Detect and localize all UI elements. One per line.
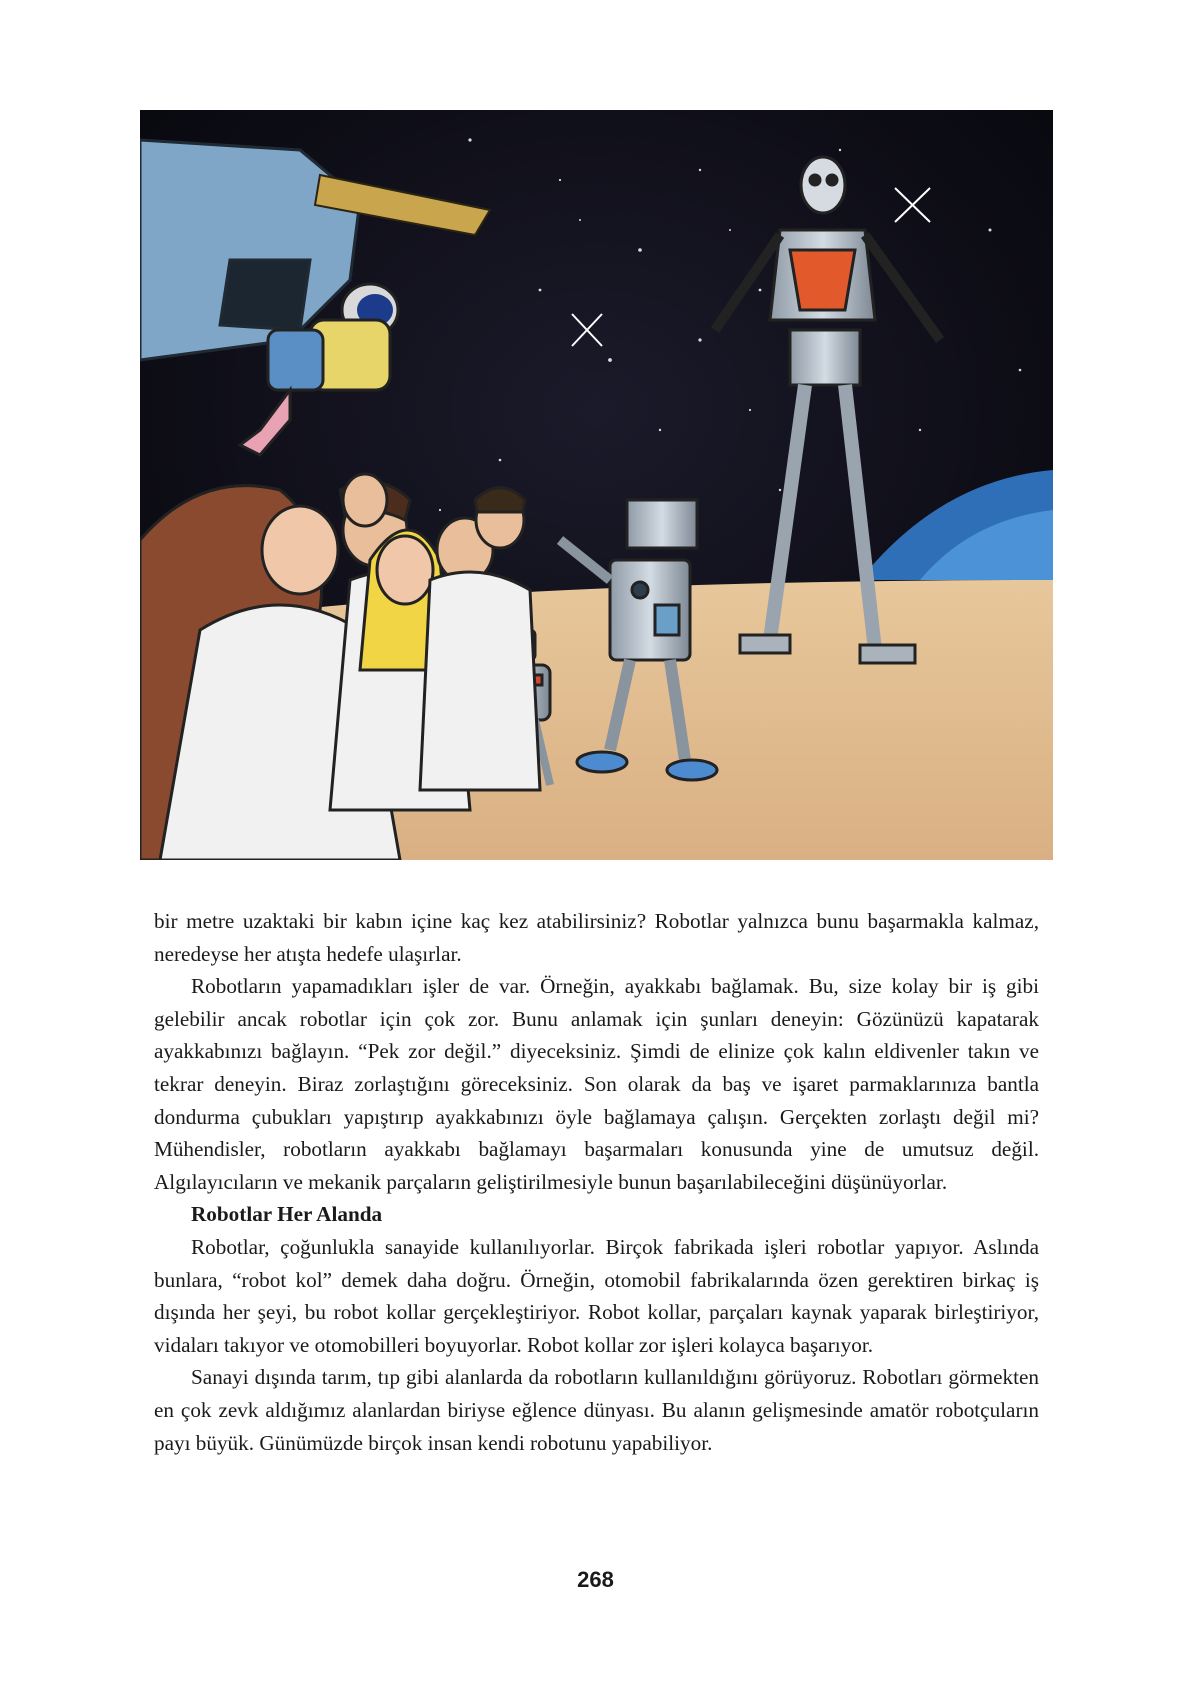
body-text <box>154 905 1039 1459</box>
paragraph-3: Robotlar, çoğunlukla sanayide kullanılıyorlar. Birçok fabrikada işleri robotlar yapıyor. Aslında bunlara, “robot kol” demek daha doğru. Örneğin, otomobil fabrikalarında özen gerektiren birkaç iş dışında her şeyi, bu robot kollar gerçekleştiriyor. Robot kollar, parçaları kaynak yaparak birleştiriyor, vidaları takıyor ve otomobilleri boyuyorlar. Robot kollar zor işleri kolayca başarıyor. <box>154 1234 1039 1357</box>
page-number: 268 <box>577 1567 614 1592</box>
paragraph-1: bir metre uzaktaki bir kabın içine kaç kez atabilirsiniz? Robotlar yalnızca bunu başarmakla kalmaz, neredeyse her atışta hedefe ulaşırlar. <box>154 909 1039 966</box>
paragraph-4: Sanayi dışında tarım, tıp gibi alanlarda da robotların kullanıldığını görüyoruz. Robotları görmekten en çok zevk aldığımız alanlardan biriyse eğlence dünyası. Bu alanın gelişmesinde amatör robotçuların payı büyük. Günümüzde birçok insan kendi robotunu yapabiliyor. <box>154 1365 1039 1455</box>
space-robots-illustration <box>140 110 1053 860</box>
section-heading: Robotlar Her Alanda <box>191 1202 383 1227</box>
space-robots-illustration-icon <box>140 110 1053 860</box>
paragraph-2: Robotların yapamadıkları işler de var. Örneğin, ayakkabı bağlamak. Bu, size kolay bir iş gibi gelebilir ancak robotlar için çok zor. Bunu anlamak için şunları deneyin: Gözünüzü kapatarak ayakkabınızı bağlayın. “Pek zor değil.” diyeceksiniz. Şimdi de elinize çok kalın eldivenler takın ve tekrar deneyin. Biraz zorlaştığını göreceksiniz. Son olarak da baş ve işaret parmaklarınıza bantla dondurma çubukları yapıştırıp ayakkabınızı öyle bağlamaya çalışın. Gerçekten zorlaştı değil mi? Mühendisler, robotların ayakkabı bağlamayı başarmaları konusunda yine de umutsuz değil. Algılayıcıların ve mekanik parçaların geliştirilmesiyle bunun başarılabileceğini düşünüyorlar. <box>154 974 1039 1194</box>
